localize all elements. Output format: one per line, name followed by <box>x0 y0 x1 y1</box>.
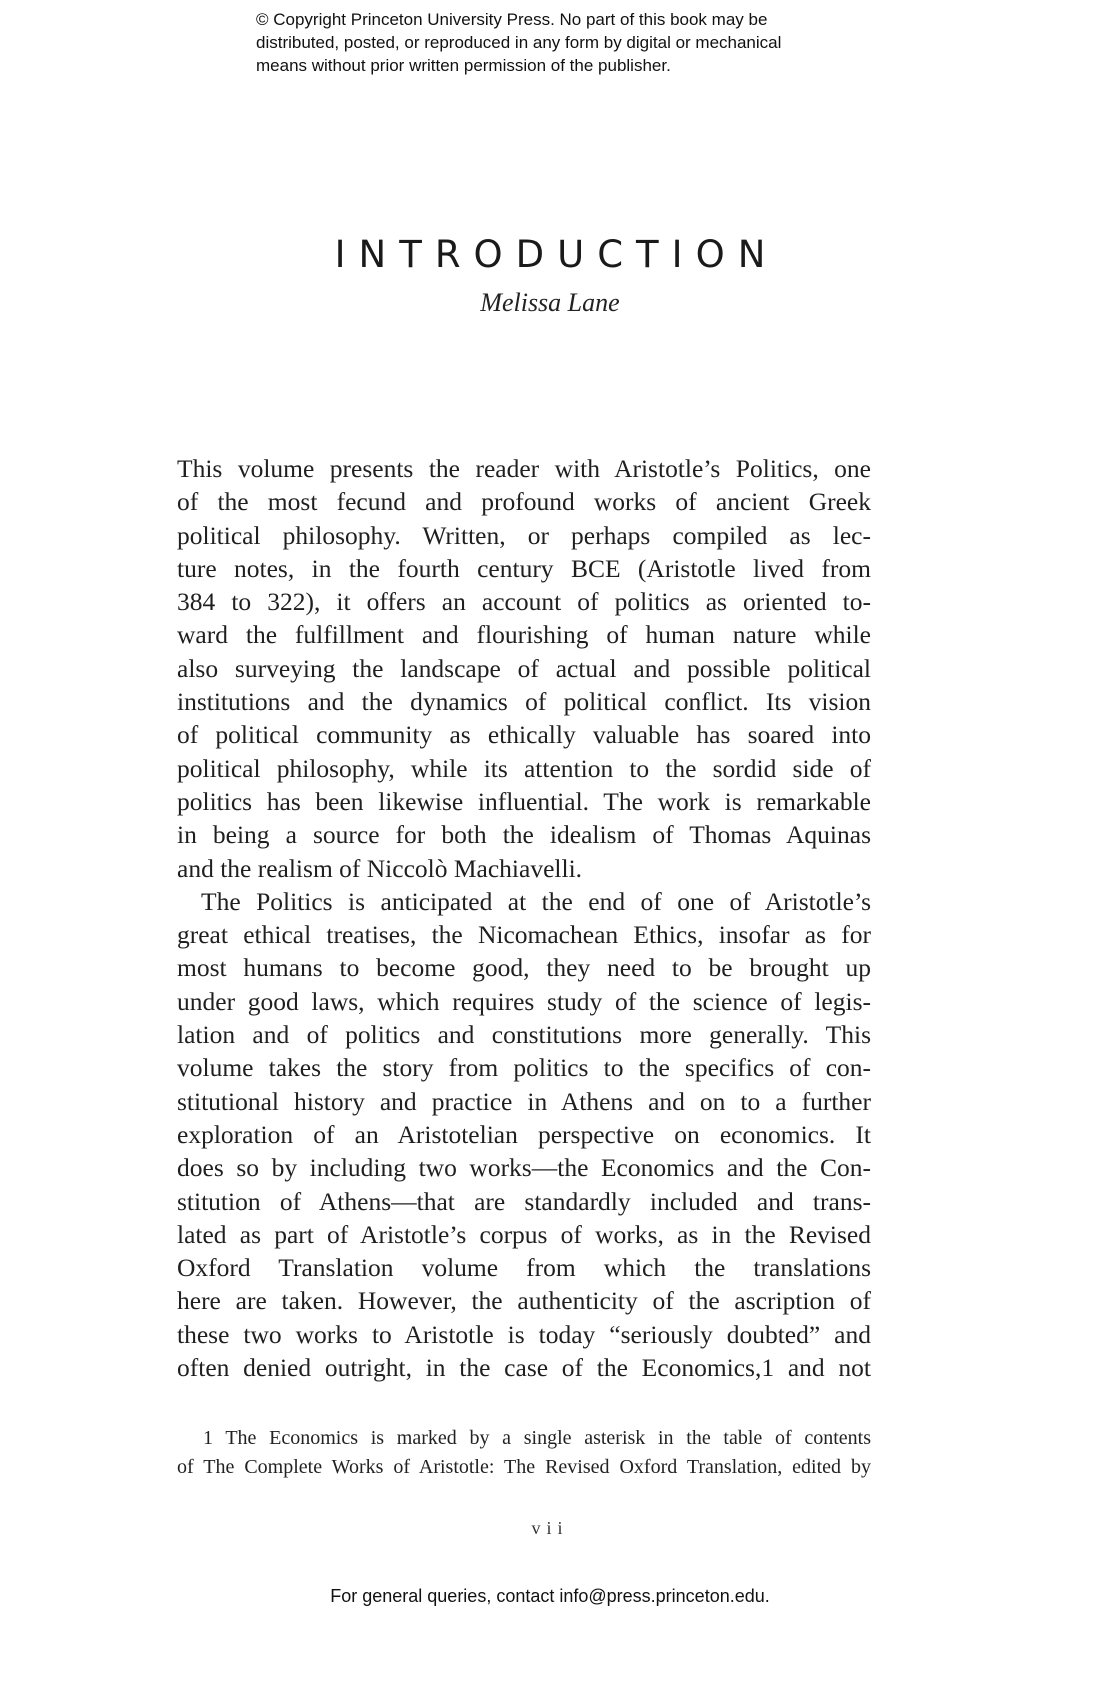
body-line: ture notes, in the fourth century BCE (Aristotle lived from <box>177 553 871 583</box>
copyright-notice <box>256 8 896 77</box>
body-line: political philosophy, while its attention to the sordid side of <box>177 753 871 783</box>
body-line: 384 to 322), it offers an account of politics as oriented to- <box>177 587 871 617</box>
page-number: vii <box>531 1518 569 1538</box>
chapter-title: INTRODUCTION <box>334 232 779 276</box>
body-line: ward the fulfillment and flourishing of human nature while <box>177 620 871 650</box>
body-line: exploration of an Aristotelian perspective on economics. It <box>177 1119 871 1149</box>
body-line: does so by including two works—the Economics and the Con- <box>177 1153 871 1183</box>
body-line: stitutional history and practice in Athens and on to a further <box>177 1086 871 1116</box>
body-line: volume takes the story from politics to the specifics of con- <box>177 1053 871 1083</box>
body-line: of the most fecund and profound works of ancient Greek <box>177 487 871 517</box>
body-line: often denied outright, in the case of the Economics,1 and not <box>177 1353 871 1383</box>
copyright-line: © Copyright Princeton University Press. No part of this book may be <box>256 10 768 29</box>
chapter-author: Melissa Lane <box>480 288 620 317</box>
body-line: Oxford Translation volume from which the translations <box>177 1253 871 1283</box>
body-line: politics has been likewise influential. The work is remarkable <box>177 786 871 816</box>
footnote <box>177 1424 871 1482</box>
body-line: lated as part of Aristotle’s corpus of works, as in the Revised <box>177 1219 871 1249</box>
body-line: lation and of politics and constitutions more generally. This <box>177 1020 871 1050</box>
body-line: here are taken. However, the authenticity of the ascription of <box>177 1286 871 1316</box>
body-line: of political community as ethically valuable has soared into <box>177 720 871 750</box>
body-line: stitution of Athens—that are standardly included and trans- <box>177 1186 871 1216</box>
body-text <box>177 452 871 1384</box>
body-line: also surveying the landscape of actual and possible political <box>177 653 871 683</box>
body-line: institutions and the dynamics of political conflict. Its vision <box>177 687 871 717</box>
body-line: political philosophy. Written, or perhaps compiled as lec- <box>177 520 871 550</box>
copyright-line: means without prior written permission of the publisher. <box>256 56 671 75</box>
contact-notice: For general queries, contact info@press.princeton.edu. <box>330 1586 770 1606</box>
copyright-line: distributed, posted, or reproduced in any form by digital or mechanical <box>256 33 782 52</box>
body-line: in being a source for both the idealism of Thomas Aquinas <box>177 820 871 850</box>
body-line: and the realism of Niccolò Machiavelli. <box>177 853 583 883</box>
body-line: these two works to Aristotle is today “seriously doubted” and <box>177 1319 871 1349</box>
body-line: under good laws, which requires study of the science of legis- <box>177 986 871 1016</box>
footnote-line: of The Complete Works of Aristotle: The Revised Oxford Translation, edited by <box>177 1456 871 1478</box>
body-line: The Politics is anticipated at the end of one of Aristotle’s <box>201 886 871 916</box>
footnote-line: 1 The Economics is marked by a single asterisk in the table of contents <box>203 1427 871 1449</box>
body-line: This volume presents the reader with Aristotle’s Politics, one <box>177 454 871 483</box>
body-line: great ethical treatises, the Nicomachean Ethics, insofar as for <box>177 920 871 950</box>
body-line: most humans to become good, they need to be brought up <box>177 953 871 983</box>
